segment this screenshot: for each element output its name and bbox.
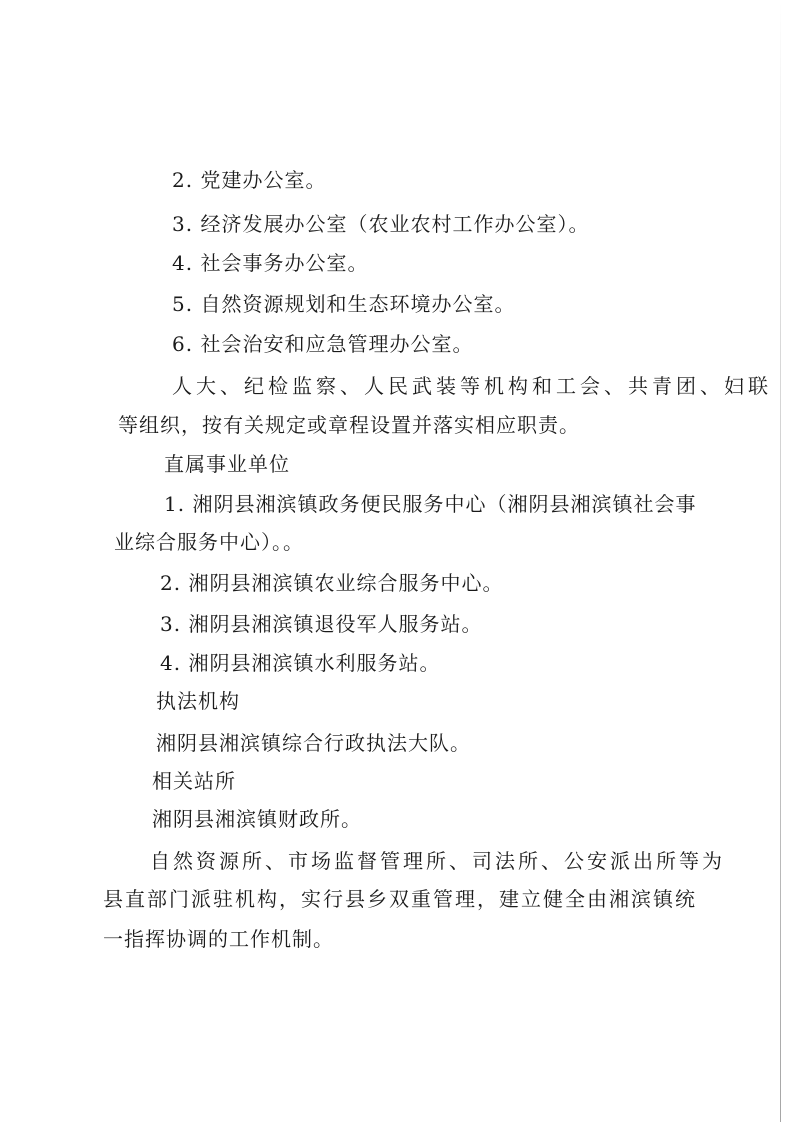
- heading-law-enforcement: 执法机构: [156, 689, 240, 713]
- paragraph-dispatched-line-2: 县直部门派驻机构，实行县乡双重管理，建立健全由湘滨镇统: [103, 887, 697, 911]
- paragraph-organizations-line-2: 等组织，按有关规定或章程设置并落实相应职责。: [118, 413, 580, 437]
- paragraph-dispatched-line-1: 自然资源所、市场监督管理所、司法所、公安派出所等为: [150, 849, 725, 873]
- office-item-2: 2. 党建办公室。: [172, 168, 327, 192]
- paragraph-organizations-line-1: 人大、纪检监察、人民武装等机构和工会、共青团、妇联: [172, 374, 772, 398]
- institution-item-1-line-1: 1. 湘阴县湘滨镇政务便民服务中心（湘阴县湘滨镇社会事: [164, 492, 697, 516]
- heading-related-stations: 相关站所: [152, 769, 236, 793]
- heading-public-institutions: 直属事业单位: [164, 452, 290, 476]
- paragraph-dispatched-line-3: 一指挥协调的工作机制。: [103, 927, 334, 951]
- office-item-4: 4. 社会事务办公室。: [172, 251, 369, 275]
- office-item-3: 3. 经济发展办公室（农业农村工作办公室）。: [172, 212, 590, 236]
- institution-item-2: 2. 湘阴县湘滨镇农业综合服务中心。: [160, 571, 504, 595]
- related-station-item: 湘阴县湘滨镇财政所。: [152, 807, 362, 831]
- scan-edge-shadow: [780, 0, 781, 1122]
- law-enforcement-item: 湘阴县湘滨镇综合行政执法大队。: [156, 731, 471, 755]
- office-item-6: 6. 社会治安和应急管理办公室。: [172, 332, 474, 356]
- institution-item-4: 4. 湘阴县湘滨镇水利服务站。: [160, 651, 441, 675]
- institution-item-3: 3. 湘阴县湘滨镇退役军人服务站。: [160, 612, 483, 636]
- institution-item-1-line-2: 业综合服务中心）。。: [114, 530, 304, 554]
- office-item-5: 5. 自然资源规划和生态环境办公室。: [172, 292, 516, 316]
